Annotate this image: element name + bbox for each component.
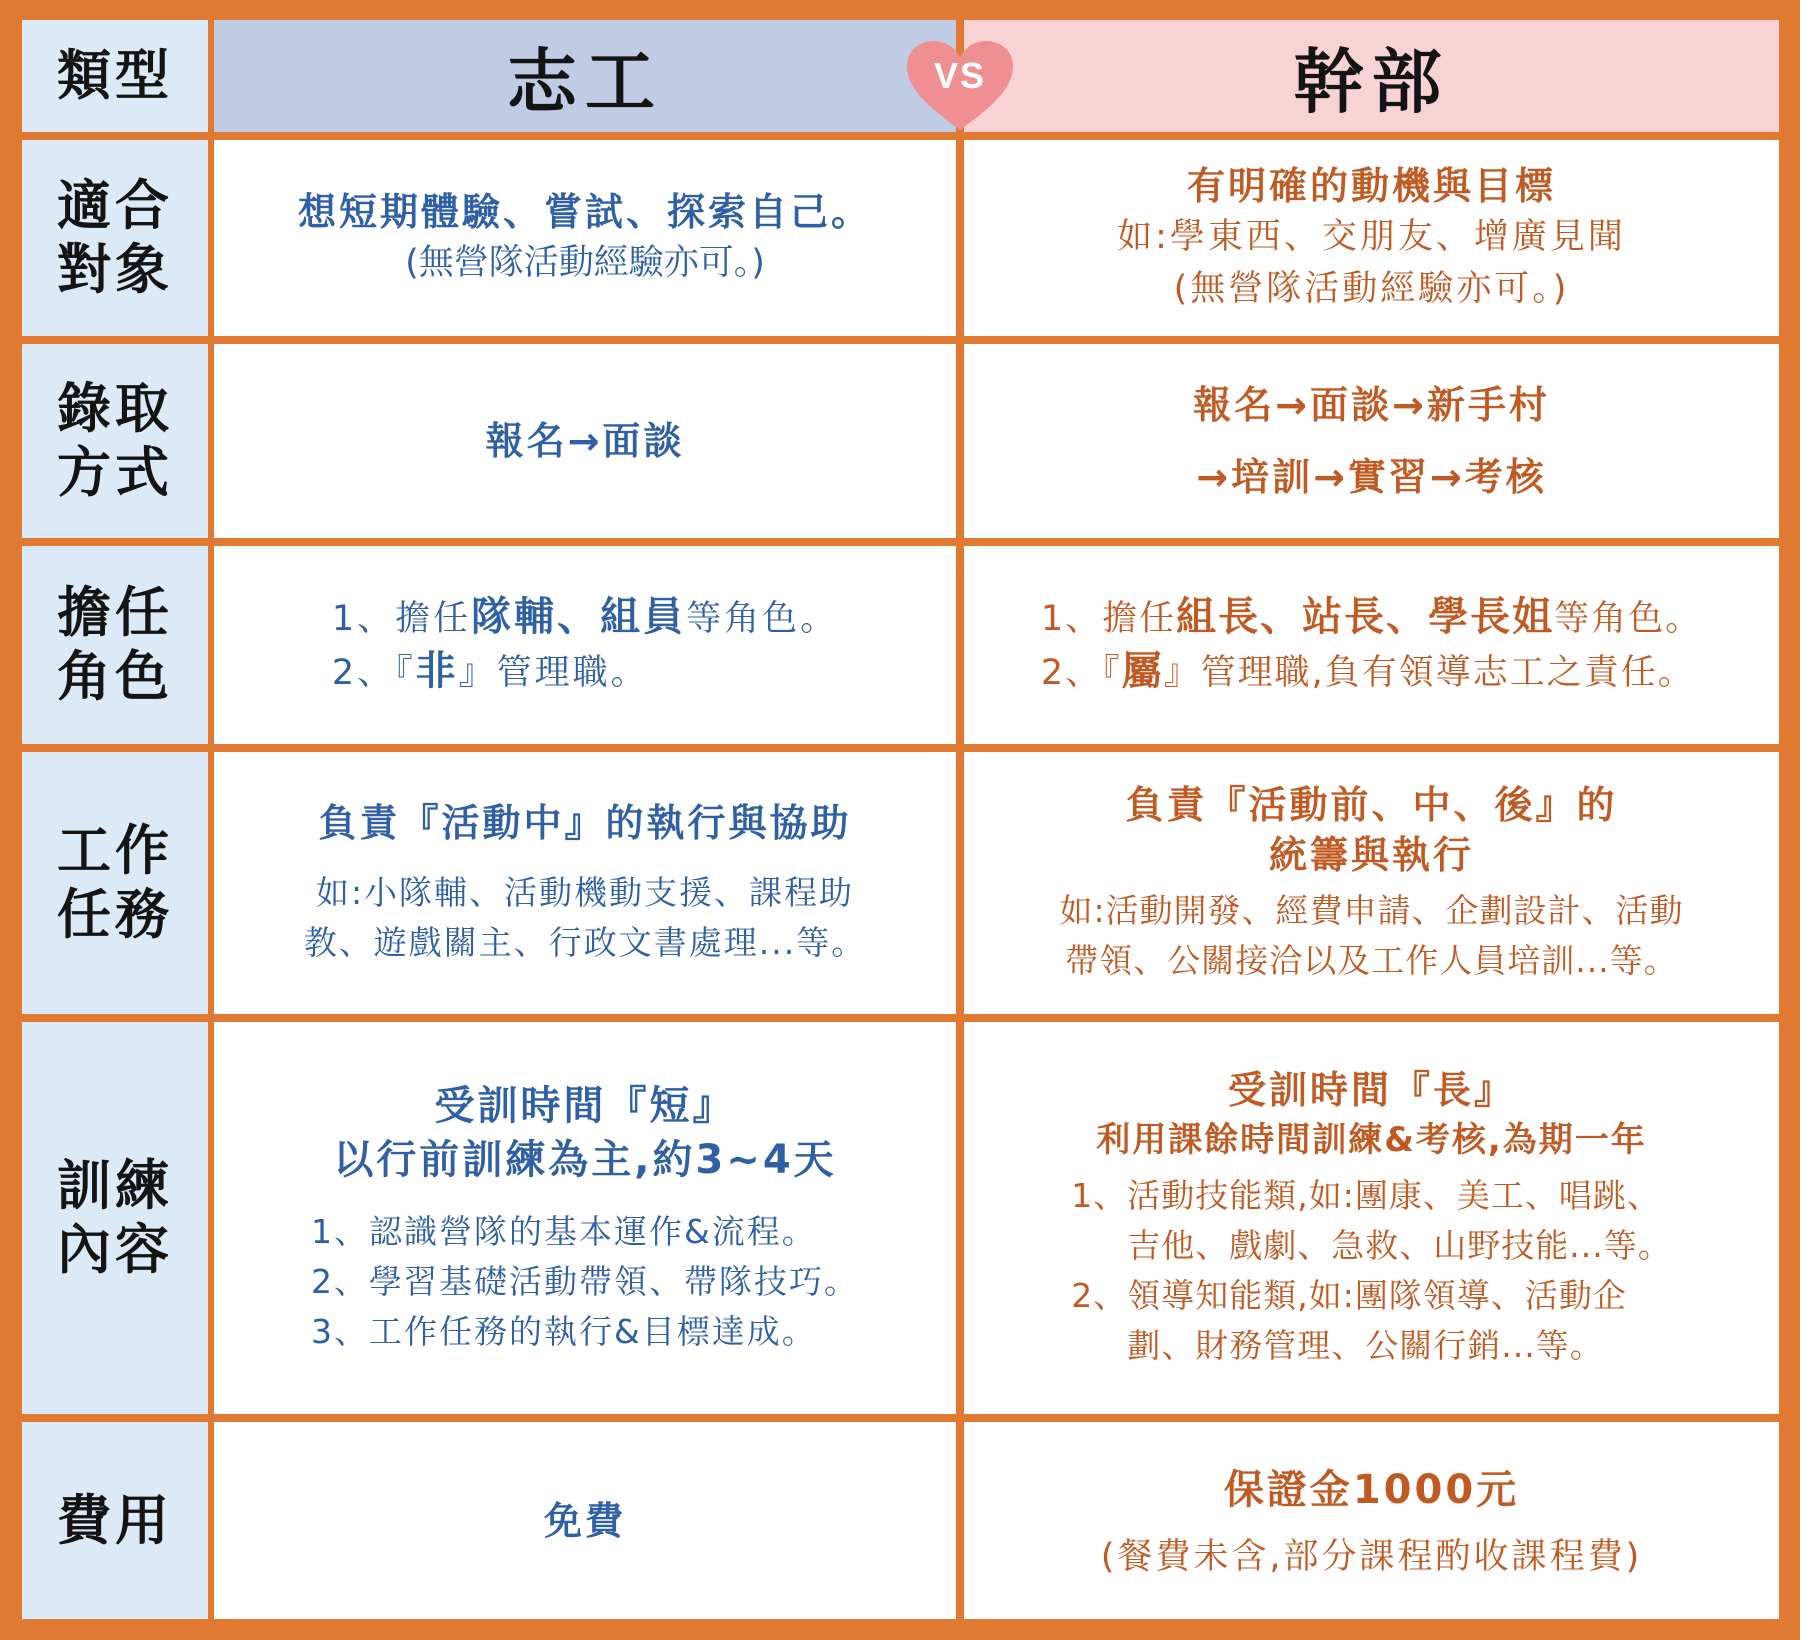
cadre-tasks-main1: 負責『活動前、中、後』的 (1125, 783, 1618, 827)
volunteer-tasks-line1: 如:小隊輔、活動機動支援、課程助 (315, 873, 855, 912)
cadre-role-line2-emphasis: 屬 (1121, 648, 1164, 694)
fee-label-cell (22, 1422, 208, 1619)
volunteer-tasks-line2: 教、遊戲關主、行政文書處理...等。 (303, 923, 867, 962)
cadre-training-item2a: 2、領導知能類,如:團隊領導、活動企 (1071, 1276, 1627, 1315)
admission-label-line1: 錄取 (57, 377, 173, 440)
tasks-label-cell (22, 752, 208, 1014)
cadre-fee-cell (964, 1422, 1779, 1619)
volunteer-header-cell (214, 20, 956, 132)
training-label-line1: 訓練 (57, 1154, 173, 1217)
vs-label: VS (933, 55, 987, 96)
cadre-training-main2: 利用課餘時間訓練&考核,為期一年 (1096, 1120, 1647, 1160)
cadre-tasks-cell (964, 752, 1779, 1014)
cadre-training-item1b: 吉他、戲劇、急救、山野技能...等。 (1127, 1226, 1672, 1265)
volunteer-training-main2: 以行前訓練為主,約3~4天 (333, 1137, 837, 1183)
volunteer-training-item3: 3、工作任務的執行&目標達成。 (311, 1312, 817, 1351)
cadre-target-main: 有明確的動機與目標 (1186, 164, 1556, 208)
cadre-role-line1-suffix: 等角色。 (1554, 599, 1703, 639)
admission-label-line2: 方式 (57, 441, 173, 504)
cadre-tasks-line2: 帶領、公關接洽以及工作人員培訓...等。 (1065, 941, 1678, 980)
cadre-target-cell (964, 140, 1779, 336)
volunteer-role-line2-suffix: 』管理職。 (458, 653, 649, 693)
volunteer-role-line1-prefix: 1、擔任 (331, 599, 472, 639)
cadre-tasks-main2: 統籌與執行 (1268, 833, 1474, 877)
cadre-role-line1 (1041, 591, 1702, 645)
target-label-line2: 對象 (57, 238, 173, 301)
cadre-admission-line1: 報名→面談→新手村 (1193, 383, 1550, 427)
cadre-training-item1a: 1、活動技能類,如:團康、美工、唱跳、 (1071, 1176, 1661, 1215)
cadre-target-line1: 如:學東西、交朋友、增廣見聞 (1117, 217, 1626, 257)
heart-icon (903, 38, 1017, 134)
fee-label: 費用 (57, 1488, 173, 1552)
volunteer-admission-cell (214, 344, 956, 538)
volunteer-role-line2 (332, 645, 838, 699)
volunteer-training-main1: 受訓時間『短』 (434, 1083, 736, 1129)
cadre-fee-note: (餐費未含,部分課程酌收課程費) (1100, 1536, 1643, 1577)
tasks-label-line2: 任務 (57, 883, 173, 946)
volunteer-role-line2-prefix: 2、『 (331, 653, 416, 693)
cadre-role-line2-prefix: 2、『 (1040, 653, 1122, 693)
cadre-admission-line2: →培訓→實習→考核 (1196, 455, 1547, 499)
volunteer-tasks-cell (214, 752, 956, 1014)
cadre-tasks-line1: 如:活動開發、經費申請、企劃設計、活動 (1059, 891, 1684, 930)
volunteer-target-note: (無營隊活動經驗亦可。) (405, 243, 765, 283)
cadre-role-line2-suffix: 』管理職,負有領導志工之責任。 (1163, 653, 1695, 693)
target-label-line1: 適合 (57, 174, 173, 237)
volunteer-training-item2: 2、學習基礎活動帶領、帶隊技巧。 (311, 1262, 859, 1301)
volunteer-role-line2-emphasis: 非 (415, 648, 459, 694)
volunteer-target-cell (214, 140, 956, 336)
volunteer-role-line1-suffix: 等角色。 (686, 599, 839, 639)
role-label-line2: 角色 (57, 645, 173, 708)
cadre-role-cell (964, 546, 1779, 744)
volunteer-training-item1: 1、認識營隊的基本運作&流程。 (311, 1212, 817, 1251)
cadre-role-line1-emphasis: 組長、站長、學長姐 (1176, 594, 1555, 640)
volunteer-role-cell (214, 546, 956, 744)
cadre-training-cell (964, 1022, 1779, 1414)
type-header-cell (22, 20, 208, 132)
cadre-training-item2b: 劃、財務管理、公關行銷...等。 (1127, 1326, 1604, 1365)
cadre-role-line2 (1041, 645, 1702, 699)
training-label-cell (22, 1022, 208, 1414)
volunteer-admission-main: 報名→面談 (485, 419, 685, 463)
cadre-target-line2: (無營隊活動經驗亦可。) (1173, 269, 1570, 309)
type-header-label: 類型 (57, 44, 173, 107)
volunteer-tasks-main: 負責『活動中』的執行與協助 (318, 801, 852, 845)
training-label-line2: 內容 (57, 1218, 173, 1281)
volunteer-title: 志工 (507, 40, 663, 123)
volunteer-target-main: 想短期體驗、嘗試、探索自己。 (297, 190, 872, 234)
volunteer-role-line1 (332, 591, 838, 645)
cadre-header-cell (964, 20, 1779, 132)
cadre-role-line1-prefix: 1、擔任 (1040, 599, 1177, 639)
role-label-cell (22, 546, 208, 744)
volunteer-training-cell (214, 1022, 956, 1414)
volunteer-fee-main: 免費 (543, 1498, 626, 1543)
tasks-label-line1: 工作 (57, 819, 173, 882)
admission-label-cell (22, 344, 208, 538)
role-label-line1: 擔任 (57, 581, 173, 644)
cadre-admission-cell (964, 344, 1779, 538)
volunteer-fee-cell (214, 1422, 956, 1619)
target-label-cell (22, 140, 208, 336)
cadre-title: 幹部 (1293, 40, 1450, 123)
cadre-training-main1: 受訓時間『長』 (1227, 1068, 1515, 1112)
cadre-fee-main: 保證金1000元 (1223, 1466, 1520, 1513)
volunteer-role-line1-emphasis: 隊輔、組員 (471, 594, 687, 640)
